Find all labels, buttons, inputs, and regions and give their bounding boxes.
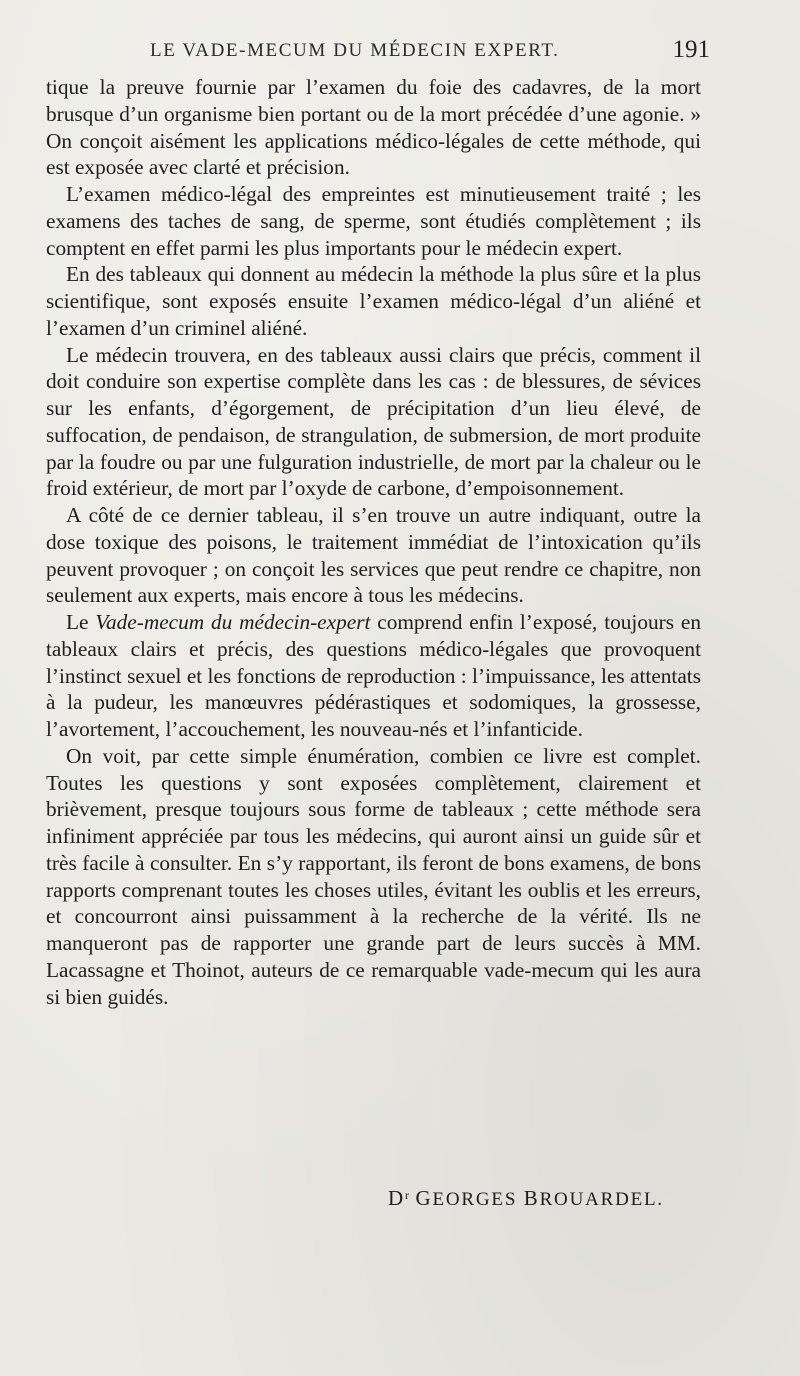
- paragraph-1: tique la preuve fournie par l’examen du foie des cadavres, de la mort brusque d’un organisme bien portant ou de la mort précédée d’une agonie. » On conçoit aisément les applications médico-légales de cette méthode, qui est exposée avec clarté et précision.: [46, 75, 701, 180]
- body-text: [46, 74, 701, 1010]
- paragraph-5: A côté de ce dernier tableau, il s’en trouve un autre indiquant, outre la dose toxique des poisons, le traitement immédiat de l’intoxication qu’ils peuvent provoquer ; on conçoit les services que peut rendre ce chapitre, non seulement aux experts, mais encore à tous les médecins.: [46, 503, 701, 608]
- signature-title-sup: r: [404, 1188, 409, 1202]
- paragraph-6-rest: comprend enfin l’exposé, toujours en tableaux clairs et précis, des questions médico-légales que provoquent l’instinct sexuel et les fonctions de reproduction : l’impuissance, les attentats à la pudeur, les manœuvres pédérastiques et sodomiques, la grossesse, l’avortement, l’accouchement, les nouveau-nés et l’infanticide.: [46, 610, 701, 741]
- paragraph-6: [46, 609, 701, 743]
- book-title: Vade-mecum du médecin-expert: [95, 610, 371, 634]
- signature-first-rest: EORGES: [432, 1189, 518, 1210]
- paragraph-6-lead: Le: [66, 610, 96, 634]
- paragraph-4: Le médecin trouvera, en des tableaux aussi clairs que précis, comment il doit conduire son expertise complète dans les cas : de blessures, de sévices sur les enfants, d’égorgement, de précipitation d’un lieu élevé, de suffocation, de pendaison, de strangulation, de submersion, de mort produite par la foudre ou par une fulguration industrielle, de mort par la chaleur ou le froid extérieur, de mort par l’oxyde de carbone, d’empoisonnement.: [46, 342, 701, 501]
- paragraph-3: En des tableaux qui donnent au médecin la méthode la plus sûre et la plus scientifique, sont exposés ensuite l’examen médico-légal d’un aliéné et l’examen d’un criminel aliéné.: [46, 262, 701, 340]
- signature-last-initial: B: [523, 1186, 540, 1210]
- signature-first-initial: G: [415, 1186, 433, 1210]
- running-title: LE VADE-MECUM DU MÉDECIN EXPERT.: [150, 40, 560, 61]
- running-header: [150, 36, 710, 66]
- signature-last-rest: ROUARDEL.: [539, 1189, 664, 1210]
- paragraph-2: L’examen médico-légal des empreintes est minutieusement traité ; les examens des taches de sang, de sperme, sont étudiés complètement ; ils comptent en effet parmi les plus importants pour le médecin expert.: [46, 182, 701, 260]
- signature-title: D: [388, 1186, 405, 1210]
- page-number: 191: [672, 36, 710, 63]
- author-signature: [388, 1186, 664, 1211]
- paragraph-7: On voit, par cette simple énumération, combien ce livre est complet. Toutes les questions y sont exposées complètement, clairement et brièvement, presque toujours sous forme de tableaux ; cette méthode sera infiniment appréciée par tous les médecins, qui auront ainsi un guide sûr et très facile à consulter. En s’y rapportant, ils feront de bons examens, de bons rapports comprenant toutes les choses utiles, évitant les oublis et les erreurs, et concourront ainsi puissamment à la recherche de la vérité. Ils ne manqueront pas de rapporter une grande part de leurs succès à MM. Lacassagne et Thoinot, auteurs de ce remarquable vade-mecum qui les aura si bien guidés.: [46, 743, 701, 1009]
